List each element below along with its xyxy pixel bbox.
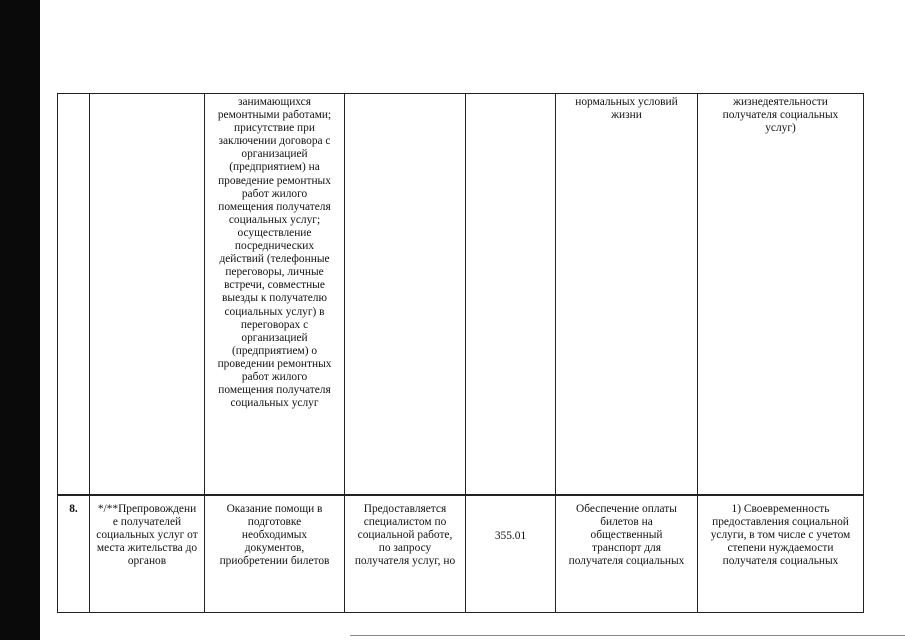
text-line: помещения получателя (218, 200, 331, 213)
cell-price: 355.01 (466, 496, 556, 613)
text-line: (предприятием) о (231, 344, 318, 357)
text-line: проведении ремонтных (217, 357, 332, 370)
text-line: социальных услуг (230, 397, 319, 410)
text-line: работ жилого (241, 370, 308, 383)
text-line: организацией (241, 331, 308, 344)
text-line: действий (телефонные (219, 253, 330, 266)
text-line: места жительства до (96, 542, 198, 555)
text-line: общественный (590, 529, 663, 542)
text-line: степени нуждаемости (727, 542, 834, 555)
cell-terms (345, 496, 466, 613)
text-line: нормальных условий (575, 96, 678, 108)
text-line: необходимых (241, 529, 308, 542)
text-line: социальных услуг) в (224, 305, 325, 318)
text-line: заключении договора с (218, 135, 331, 148)
text-line: социальных услуг; (228, 213, 321, 226)
cell-evaluation-conditions (698, 496, 864, 613)
page-bottom-rule (350, 635, 905, 636)
cell-service-description (205, 94, 345, 495)
text-line: переговоры, личные (225, 266, 324, 279)
text-line: Оказание помощи в (226, 503, 323, 515)
text-line: осуществление (237, 226, 312, 239)
text-line: выезды к получателю (222, 292, 327, 305)
cell-number: 8. (58, 496, 90, 613)
text-line: ремонтными работами; (217, 109, 332, 122)
text-line: услуги, в том числе с учетом (710, 529, 851, 542)
text-line: встречи, совместные (224, 279, 325, 292)
text-line: транспорт для (592, 542, 661, 555)
scan-edge-shadow (0, 0, 40, 640)
cell-number (58, 94, 90, 495)
text-line: документов, (244, 542, 305, 555)
text-line: (предприятием) на (229, 161, 320, 174)
text-line: получателя социальных (568, 555, 685, 568)
services-table (57, 93, 864, 613)
text-line: */**Препровождени (97, 503, 197, 515)
text-line: присутствие при (234, 122, 315, 135)
text-line: приобретении билетов (219, 555, 330, 568)
table-row-8 (58, 496, 864, 613)
cell-service-description (205, 496, 345, 613)
text-line: Предоставляется (363, 503, 447, 515)
text-line: специалистом по (363, 516, 447, 529)
text-line: е получателей (112, 516, 182, 529)
cell-service-name (90, 496, 205, 613)
text-line: услуг) (765, 122, 796, 135)
text-line: помещения получателя (218, 384, 331, 397)
text-line: переговорах с (240, 318, 309, 331)
cell-price (466, 94, 556, 495)
text-line: получателя услуг, но (354, 555, 456, 568)
cell-service-name (90, 94, 205, 495)
text-line: получателя социальных (722, 555, 839, 568)
text-line: предоставления социальной (712, 516, 849, 529)
text-line: билетов на (600, 516, 653, 529)
text-line: социальных услуг от (96, 529, 198, 542)
text-line: проведение ремонтных (218, 174, 331, 187)
text-line: жизни (611, 109, 642, 122)
cell-evaluation-conditions (698, 94, 864, 495)
text-line: получателя социальных (722, 109, 839, 122)
text-line: по запросу (378, 542, 432, 555)
text-line: 1) Своевременность (731, 503, 830, 515)
cell-quality-indicators (556, 94, 698, 495)
text-line: органов (127, 555, 167, 568)
cell-quality-indicators (556, 496, 698, 613)
text-line: социальной работе, (357, 529, 453, 542)
table-row-continued (58, 94, 864, 495)
text-line: занимающихся (238, 96, 311, 108)
text-line: работ жилого (241, 187, 308, 200)
cell-terms (345, 94, 466, 495)
text-line: посреднических (234, 240, 315, 253)
text-line: подготовке (247, 516, 302, 529)
text-line: Обеспечение оплаты (576, 503, 677, 515)
text-line: организацией (241, 148, 308, 161)
text-line: жизнедеятельности (733, 96, 828, 108)
